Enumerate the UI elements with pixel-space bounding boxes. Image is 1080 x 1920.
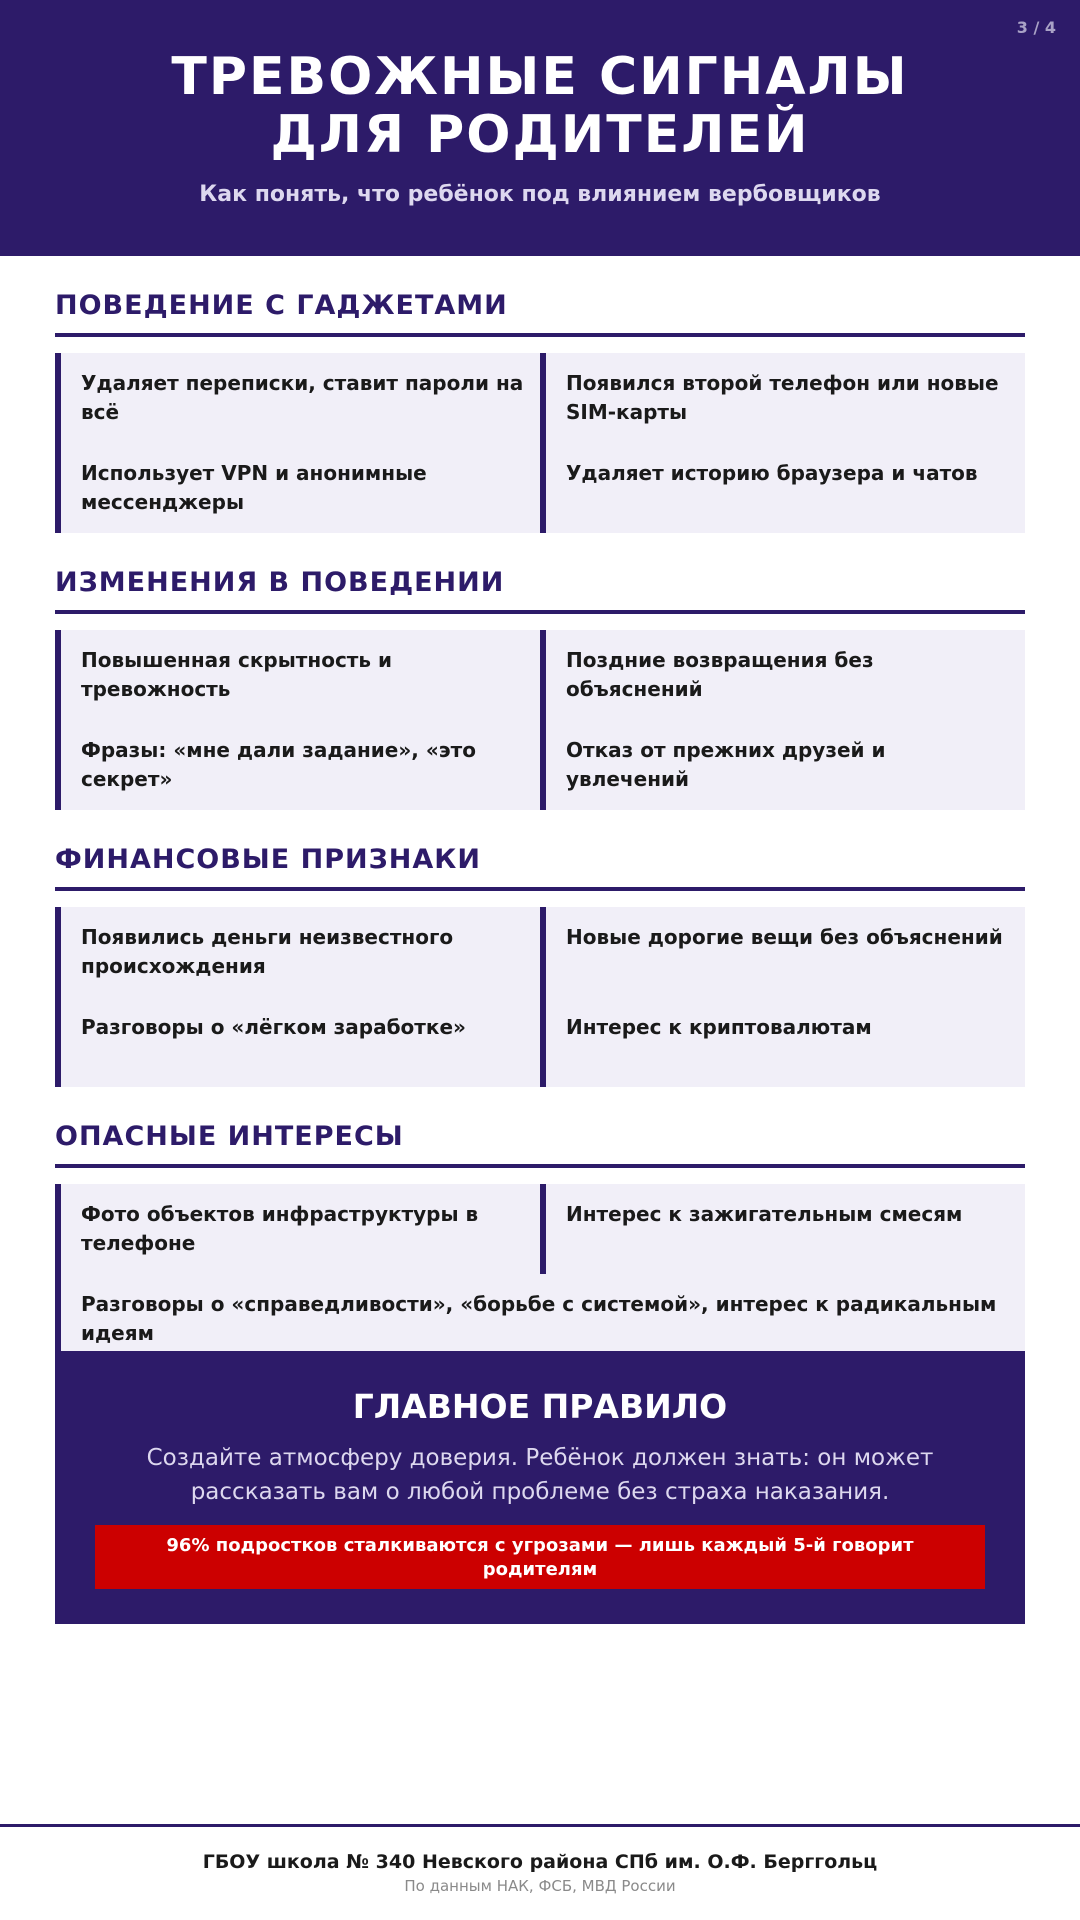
section-title: ФИНАНСОВЫЕ ПРИЗНАКИ bbox=[55, 810, 1025, 891]
page-subtitle: Как понять, что ребёнок под влиянием вербовщиков bbox=[199, 182, 881, 207]
section-title: ОПАСНЫЕ ИНТЕРЕСЫ bbox=[55, 1087, 1025, 1168]
signal-item: Интерес к зажигательным смесям bbox=[540, 1184, 1025, 1274]
main-rule-box bbox=[55, 1351, 1025, 1624]
signals-grid bbox=[55, 353, 1025, 533]
page-counter: 3 / 4 bbox=[1016, 18, 1056, 37]
statistic-banner: 96% подростков сталкиваются с угрозами — лишь каждый 5-й говорит родителям bbox=[95, 1525, 985, 1589]
signal-item: Удаляет переписки, ставит пароли на всё bbox=[55, 353, 540, 443]
section-dangerous-interests bbox=[55, 1087, 1025, 1364]
signals-grid bbox=[55, 1184, 1025, 1364]
signals-grid bbox=[55, 630, 1025, 810]
title-line-2: ДЛЯ РОДИТЕЛЕЙ bbox=[270, 105, 810, 165]
signal-item: Фото объектов инфраструктуры в телефоне bbox=[55, 1184, 540, 1274]
signal-item: Появились деньги неизвестного происхождения bbox=[55, 907, 540, 997]
main-rule-text: Создайте атмосферу доверия. Ребёнок должен знать: он может рассказать вам о любой проблеме без страха наказания. bbox=[146, 1445, 934, 1505]
signal-item: Фразы: «мне дали задание», «это секрет» bbox=[55, 720, 540, 810]
title-line-1: ТРЕВОЖНЫЕ СИГНАЛЫ bbox=[171, 47, 909, 107]
signal-item: Разговоры о «лёгком заработке» bbox=[55, 997, 540, 1087]
signal-item-wide: Разговоры о «справедливости», «борьбе с системой», интерес к радикальным идеям bbox=[55, 1274, 1025, 1364]
signal-item: Поздние возвращения без объяснений bbox=[540, 630, 1025, 720]
page-title bbox=[0, 48, 1080, 164]
signal-item: Отказ от прежних друзей и увлечений bbox=[540, 720, 1025, 810]
footer-source: По данным НАК, ФСБ, МВД России bbox=[404, 1877, 676, 1895]
signal-item: Интерес к криптовалютам bbox=[540, 997, 1025, 1087]
signal-item: Удаляет историю браузера и чатов bbox=[540, 443, 1025, 533]
signal-item: Повышенная скрытность и тревожность bbox=[55, 630, 540, 720]
main-rule-title: ГЛАВНОЕ ПРАВИЛО bbox=[352, 1387, 728, 1426]
section-title: ПОВЕДЕНИЕ С ГАДЖЕТАМИ bbox=[55, 256, 1025, 337]
signal-item: Использует VPN и анонимные мессенджеры bbox=[55, 443, 540, 533]
footer-organization: ГБОУ школа № 340 Невского района СПб им. О.Ф. Берггольц bbox=[202, 1851, 878, 1873]
signal-item: Новые дорогие вещи без объяснений bbox=[540, 907, 1025, 997]
content-area bbox=[55, 256, 1025, 1364]
section-finance bbox=[55, 810, 1025, 1087]
signals-grid bbox=[55, 907, 1025, 1087]
header-banner bbox=[0, 0, 1080, 256]
signal-item: Появился второй телефон или новые SIM-карты bbox=[540, 353, 1025, 443]
section-behavior bbox=[55, 533, 1025, 810]
footer-divider bbox=[0, 1824, 1080, 1827]
section-gadgets bbox=[55, 256, 1025, 533]
section-title: ИЗМЕНЕНИЯ В ПОВЕДЕНИИ bbox=[55, 533, 1025, 614]
